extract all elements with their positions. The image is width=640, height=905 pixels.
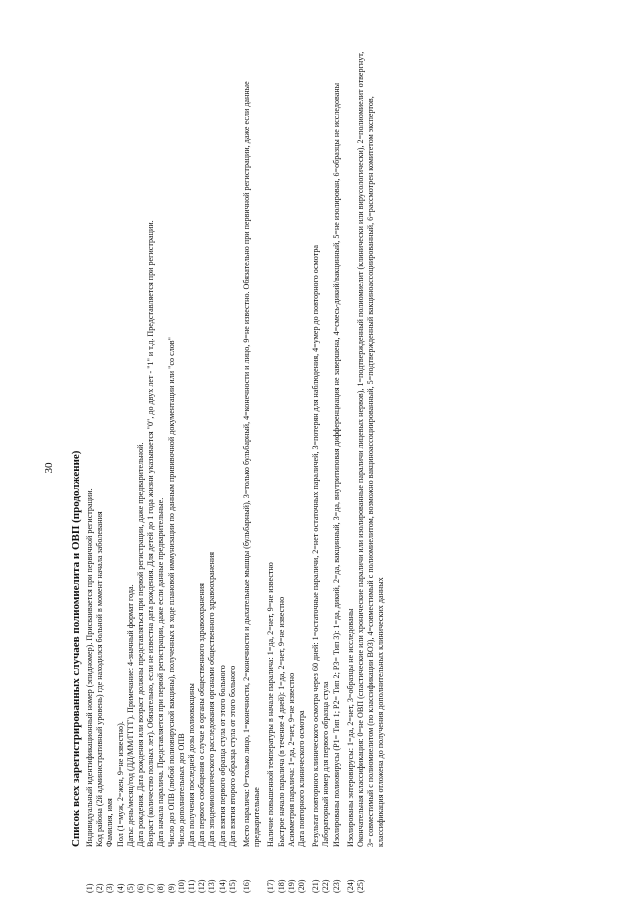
page-number: 30 — [43, 462, 55, 474]
row-number: (3) — [105, 883, 115, 893]
row-text: Результат повторного клинического осмотра через 60 дней: 1=остаточные параличи, 2=нет остаточных параличей, 3=потерян для наблюдения, 4=умер до повторного осмотра — [311, 245, 321, 847]
row-number: (15) — [227, 879, 237, 893]
row-text: Лабораторный номер для первого образца стула — [321, 681, 331, 847]
definition-row — [197, 43, 207, 893]
definition-row — [105, 43, 115, 893]
row-number: (16) — [242, 879, 252, 893]
row-text: Изолированы энтеровирусы: 1=да, 2=нет, 3=образцы не исследованы — [345, 608, 355, 847]
row-text: Изолированы полиовирусы (Р1= Тип 1; Р2= Тип 2; Р3= Тип 3): 1=да, дикий, 2=да, вакцинный, 3=да, внутритиповая дифференциация не завершена, 4=смесь-дикий/вакцинный, 5=не изолирован, 6=образцы не исследованы — [331, 82, 341, 847]
row-number: (24) — [345, 879, 355, 893]
row-text: Дата рождения. Дата рождения или возраст должны представляться при первой регистрации, даже предварительной. — [136, 442, 146, 847]
row-text: Дата эпидемиологического расследования органами общественного здравоохранения — [207, 551, 217, 847]
row-text: Дата взятия второго образца стула от этого больного — [227, 665, 237, 847]
row-number: (19) — [286, 879, 296, 893]
row-text: Индивидуальный идентификационный номер (эпидномер). Присваивается при первичной регистрации. — [85, 488, 94, 847]
definition-row — [242, 43, 262, 893]
row-number: (23) — [331, 879, 341, 893]
definition-row — [311, 43, 321, 893]
row-number: (18) — [276, 879, 286, 893]
row-text: Фамилия, имя — [105, 798, 115, 847]
row-text: Наличие повышенной температуры в начале паралича: 1=да, 2=нет, 9=не известно — [266, 562, 276, 847]
definition-row — [116, 43, 126, 893]
definition-row — [207, 43, 217, 893]
row-text: Дата начала паралича. Представляется при первой регистрации, даже если данные предварительные. — [156, 497, 166, 847]
row-text: Даты: день/месяц/год (ДД/ММ/ГГГГ). Примечание: 4-значный формат года. — [125, 584, 135, 847]
definition-row — [136, 43, 146, 893]
row-text: Число доз ОПВ (любой полиовирусной вакцины), полученных в ходе плановой иммунизации по данным прививочной документации или "со слов" — [166, 337, 176, 847]
row-number: (1) — [85, 883, 94, 893]
definition-row — [146, 43, 156, 893]
definition-row — [356, 43, 387, 893]
definition-row — [346, 43, 356, 893]
definition-row — [287, 43, 297, 893]
definition-row — [156, 43, 166, 893]
definition-row — [266, 43, 276, 893]
row-number: (9) — [166, 883, 176, 893]
row-number: (14) — [217, 879, 227, 893]
definition-row — [297, 43, 307, 893]
definition-row — [228, 43, 238, 893]
row-text: Дата получения последней дозы полиовакцины — [187, 683, 197, 847]
definition-row — [85, 43, 95, 893]
row-number: (17) — [266, 879, 276, 893]
row-number: (6) — [136, 883, 146, 893]
definition-row — [126, 43, 136, 893]
definition-row — [332, 43, 342, 893]
row-text: Дата первого сообщения о случае в органы общественного здравоохранения — [197, 583, 207, 847]
row-number: (22) — [321, 879, 331, 893]
definition-row — [95, 43, 105, 893]
row-text: Дата повторного клинического осмотра — [297, 710, 307, 847]
row-text: Число дополнительных доз ОПВ — [176, 733, 186, 847]
definition-row — [321, 43, 331, 893]
row-number: (20) — [297, 879, 307, 893]
row-number: (10) — [176, 879, 186, 893]
definition-row — [187, 43, 197, 893]
row-number: (2) — [95, 883, 105, 893]
row-text: Дата взятия первого образца стула от этого больного — [217, 665, 227, 847]
rotated-content — [43, 43, 590, 893]
row-number: (7) — [146, 883, 156, 893]
row-text: Окончательная классификация: 0=не ОВП (спастические или хронические параличи или изолированные параличи лицевых нервов), 1=подтвержденный полиомиелит (клинически или вирусологически), 2=полиомиелит отвергнут, 3= совместимый с полиомиелитом (по классификации ВОЗ), 4=совместимый с полиомиелитом, возможно вакциноассоциированный, 5=подтвержденный вакциноассоциированный, 6=рассмотрен комитетом экспертов, классификация отложена до получения дополнительных клинических данных — [356, 51, 386, 847]
row-number: (4) — [115, 883, 125, 893]
row-number: (5) — [125, 883, 135, 893]
row-number: (8) — [156, 883, 166, 893]
row-text: Код района (2й административный уровень) где находился больной в момент начала заболевания — [95, 511, 105, 847]
row-text: Асимметрия паралича: 1=да, 2=нет, 9=не известно — [286, 672, 296, 847]
definition-row — [277, 43, 287, 893]
row-text: Быстрое начало паралича (в течение 4 дней): 1=да, 2=нет, 9=не известно — [276, 596, 286, 847]
definitions-list — [85, 43, 387, 893]
row-number: (25) — [356, 879, 366, 893]
row-number: (12) — [197, 879, 207, 893]
definition-row — [167, 43, 177, 893]
definition-row — [218, 43, 228, 893]
document-title: Список всех зарегистрированных случаев полиомиелита и ОВП (продолжение) — [70, 450, 82, 847]
row-number: (13) — [207, 879, 217, 893]
row-number: (11) — [187, 879, 197, 893]
row-text: Пол (1=муж, 2=жен, 9=не известно). — [115, 721, 125, 847]
row-text: Место паралича: 0=только лицо, 1=конечности, 2=конечности и дыхательные мышцы (бульбарный), 3=только бульбарный, 4=конечности и лицо, 9=не известно. Обязательно при первичной регистрации, даже если данные предварительные — [242, 81, 262, 847]
row-number: (21) — [311, 879, 321, 893]
definition-row — [177, 43, 187, 893]
row-text: Возраст (количество полных лет). Обязательно, если не известна дата рождения. Для детей до 1 года жизни указывается "0", до двух лет - "1" и т.д. Представляется при регистрации. — [146, 220, 156, 847]
